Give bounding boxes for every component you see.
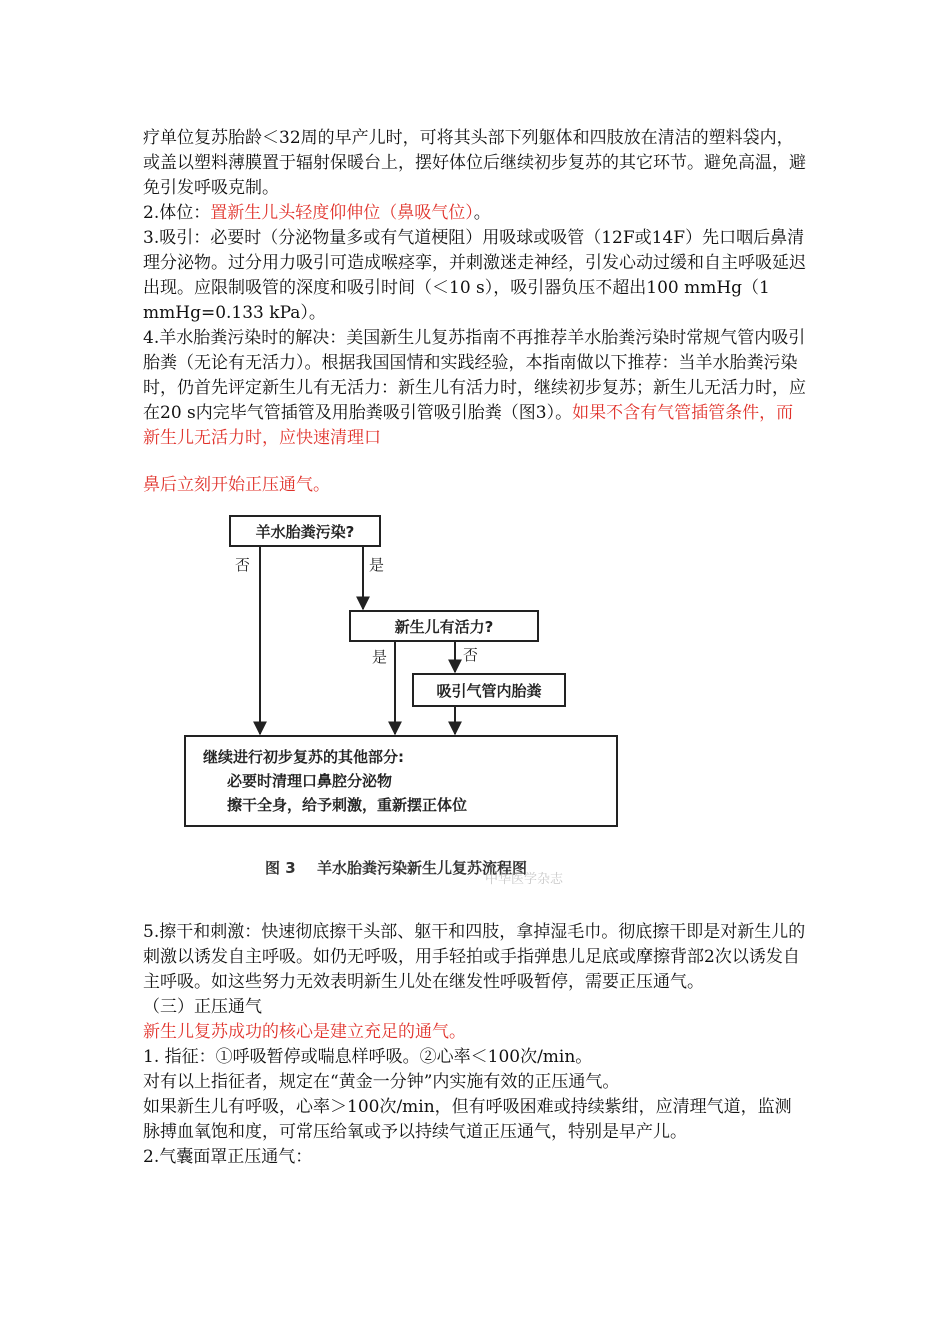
label-no-1: 否 [235, 556, 251, 574]
item-meconium-highlight-cont: 鼻后立刻开始正压通气。 [143, 475, 330, 495]
label-yes-2: 是 [372, 648, 388, 666]
item-meconium-text: 4.羊水胎粪污染时的解决：美国新生儿复苏指南不再推荐羊水胎粪污染时常规气管内吸引胎粪（无论有无活力）。根据我国国情和实践经验，本指南做以下推荐：当羊水胎粪污染时，仍首先评定新生儿有无活力：新生儿有活力时，继续初步复苏；新生儿无活力时，应在20 s内完毕气管插管及用胎粪吸引管吸引胎粪（图3）。 [143, 328, 806, 423]
box-vitality-question-text: 新生儿有活力? [394, 618, 494, 636]
label-no-2: 否 [463, 646, 479, 664]
item-position-suffix: 。 [473, 203, 491, 223]
paragraph-warming: 疗单位复苏胎龄＜32周的早产儿时，可将其头部下列躯体和四肢放在清洁的塑料袋内，或盖以塑料薄膜置于辐射保暖台上，摆好体位后继续初步复苏的其它环节。避免高温，避免引发呼吸克制。 [143, 128, 806, 198]
section-ppv-heading: （三）正压通气 [143, 997, 262, 1017]
upper-text [143, 126, 808, 498]
item-position [143, 201, 808, 226]
box-continue-line1: 必要时清理口鼻腔分泌物 [227, 772, 393, 790]
label-yes-1: 是 [369, 556, 385, 574]
item-meconium-highlight: 如果不含有气管插管条件，而新生儿无活力时，应快速清理口 [143, 403, 794, 448]
flowchart-figure [175, 500, 655, 900]
item-position-highlight: 置新生儿头轻度仰伸位（鼻吸气位） [210, 203, 474, 223]
lower-text [143, 920, 808, 1170]
ppv-breathing-note: 如果新生儿有呼吸，心率＞100次/min，但有呼吸困难或持续紫绀，应清理气道，监测脉搏血氧饱和度，可常压给氧或予以持续气道正压通气，特别是早产儿。 [143, 1097, 792, 1142]
item-bag-mask: 2.气囊面罩正压通气： [143, 1147, 313, 1167]
caption-text: 羊水胎粪污染新生儿复苏流程图 [317, 859, 528, 877]
watermark: 中华医学杂志 [485, 872, 564, 887]
box-meconium-question-text: 羊水胎粪污染? [255, 523, 355, 541]
item-position-prefix: 2.体位： [143, 203, 211, 223]
item-drying: 5.擦干和刺激：快速彻底擦干头部、躯干和四肢，拿掉湿毛巾。彻底擦干即是对新生儿的刺激以诱发自主呼吸。如仍无呼吸，用手轻拍或手指弹患儿足底或摩擦背部2次以诱发自主呼吸。如这些努力无效表明新生儿处在继发性呼吸暂停，需要正压通气。 [143, 922, 806, 992]
section-ppv-key: 新生儿复苏成功的核心是建立充足的通气。 [143, 1022, 466, 1042]
item-meconium [143, 326, 808, 451]
box-continue-line2: 擦干全身，给予刺激，重新摆正体位 [227, 796, 468, 814]
ppv-golden-minute: 对有以上指征者，规定在“黄金一分钟”内实施有效的正压通气。 [143, 1072, 620, 1092]
item-suction: 3.吸引：必要时（分泌物量多或有气道梗阻）用吸球或吸管（12F或14F）先口咽后鼻清理分泌物。过分用力吸引可造成喉痉挛，并刺激迷走神经，引发心动过缓和自主呼吸延迟出现。应限制吸管的深度和吸引时间（＜10 s），吸引器负压不超出100 mmHg（1 mmHg=0.133 kPa）。 [143, 228, 806, 323]
ppv-indications: 1. 指征：①呼吸暂停或喘息样呼吸。②心率＜100次/min。 [143, 1047, 593, 1067]
box-suction-text: 吸引气管内胎粪 [436, 682, 542, 700]
caption-number: 图 3 [265, 859, 296, 877]
box-continue-title: 继续进行初步复苏的其他部分: [203, 748, 404, 766]
